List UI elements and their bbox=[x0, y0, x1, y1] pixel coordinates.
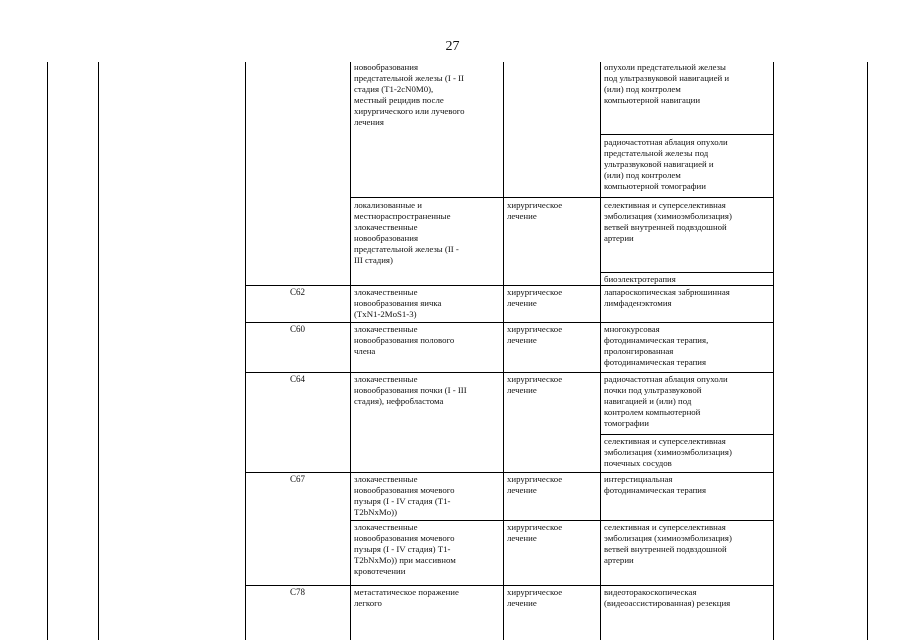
row-divider bbox=[600, 434, 773, 435]
method-cell: интерстициальная фотодинамическая терапия bbox=[604, 474, 707, 495]
treatment-cell: хирургическое лечение bbox=[507, 374, 563, 395]
method-cell: видеоторакоскопическая (видеоассистированная) резекция bbox=[604, 587, 731, 608]
diagnosis-cell: новообразования предстательной железы (I - II стадия (T1-2cN0M0), местный рецидив после хирургического или лучевого лечения bbox=[354, 62, 465, 127]
row-divider bbox=[350, 520, 773, 521]
treatment-cell: хирургическое лечение bbox=[507, 287, 563, 308]
table-border-left bbox=[47, 62, 48, 640]
row-divider bbox=[600, 134, 773, 135]
diagnosis-cell: локализованные и местнораспространенные злокачественные новообразования предстательной железы (II - III стадия) bbox=[354, 200, 459, 265]
method-cell: селективная и суперселективная эмболизация (химиоэмболизация) ветвей внутренней подвздошной артерии bbox=[604, 522, 732, 565]
column-divider bbox=[503, 62, 504, 640]
code-cell: C64 bbox=[289, 374, 305, 384]
method-cell: радиочастотная аблация опухоли почки под ультразвуковой навигацией и (или) под контролем компьютерной томографии bbox=[604, 374, 728, 428]
row-divider bbox=[245, 472, 773, 473]
row-divider bbox=[245, 372, 773, 373]
column-divider bbox=[98, 62, 99, 640]
column-divider bbox=[600, 62, 601, 640]
row-divider bbox=[245, 285, 773, 286]
method-cell: опухоли предстательной железы под ультразвуковой навигацией и (или) под контролем компьютерной навигации bbox=[604, 62, 730, 105]
row-divider bbox=[350, 197, 773, 198]
diagnosis-cell: злокачественные новообразования мочевого пузыря (I - IV стадия (T1- T2bNxMo)) bbox=[354, 474, 455, 517]
method-cell: селективная и суперселективная эмболизация (химиоэмболизация) ветвей внутренней подвздошной артерии bbox=[604, 200, 732, 243]
row-divider bbox=[245, 322, 773, 323]
row-divider bbox=[600, 272, 773, 273]
method-cell: радиочастотная аблация опухоли предстательной железы под ультразвуковой навигацией и (или) под контролем компьютерной томографии bbox=[604, 137, 728, 191]
column-divider bbox=[773, 62, 774, 640]
page-number: 27 bbox=[445, 39, 460, 54]
diagnosis-cell: злокачественные новообразования полового члена bbox=[354, 324, 455, 356]
table-border-right bbox=[867, 62, 868, 640]
code-cell: C78 bbox=[289, 587, 305, 597]
diagnosis-cell: злокачественные новообразования мочевого пузыря (I - IV стадия) T1- T2bNxMo)) при массивном кровотечении bbox=[354, 522, 456, 576]
code-cell: C62 bbox=[289, 287, 305, 297]
treatment-cell: хирургическое лечение bbox=[507, 587, 563, 608]
row-divider bbox=[245, 585, 773, 586]
diagnosis-cell: метастатическое поражение легкого bbox=[354, 587, 459, 608]
method-cell: селективная и суперселективная эмболизация (химиоэмболизация) почечных сосудов bbox=[604, 436, 732, 468]
diagnosis-cell: злокачественные новообразования яичка (TxN1-2MoS1-3) bbox=[354, 287, 442, 319]
method-cell: биоэлектротерапия bbox=[604, 274, 676, 284]
code-cell: C60 bbox=[289, 324, 305, 334]
treatment-cell: хирургическое лечение bbox=[507, 522, 563, 543]
code-cell: C67 bbox=[289, 474, 305, 484]
treatment-cell: хирургическое лечение bbox=[507, 200, 563, 221]
treatment-cell: хирургическое лечение bbox=[507, 324, 563, 345]
method-cell: многокурсовая фотодинамическая терапия, пролонгированная фотодинамическая терапия bbox=[604, 324, 709, 367]
column-divider bbox=[245, 62, 246, 640]
treatment-cell: хирургическое лечение bbox=[507, 474, 563, 495]
column-divider bbox=[350, 62, 351, 640]
method-cell: лапароскопическая забрюшинная лимфаденэктомия bbox=[604, 287, 730, 308]
diagnosis-cell: злокачественные новообразования почки (I - III стадия), нефробластома bbox=[354, 374, 467, 406]
